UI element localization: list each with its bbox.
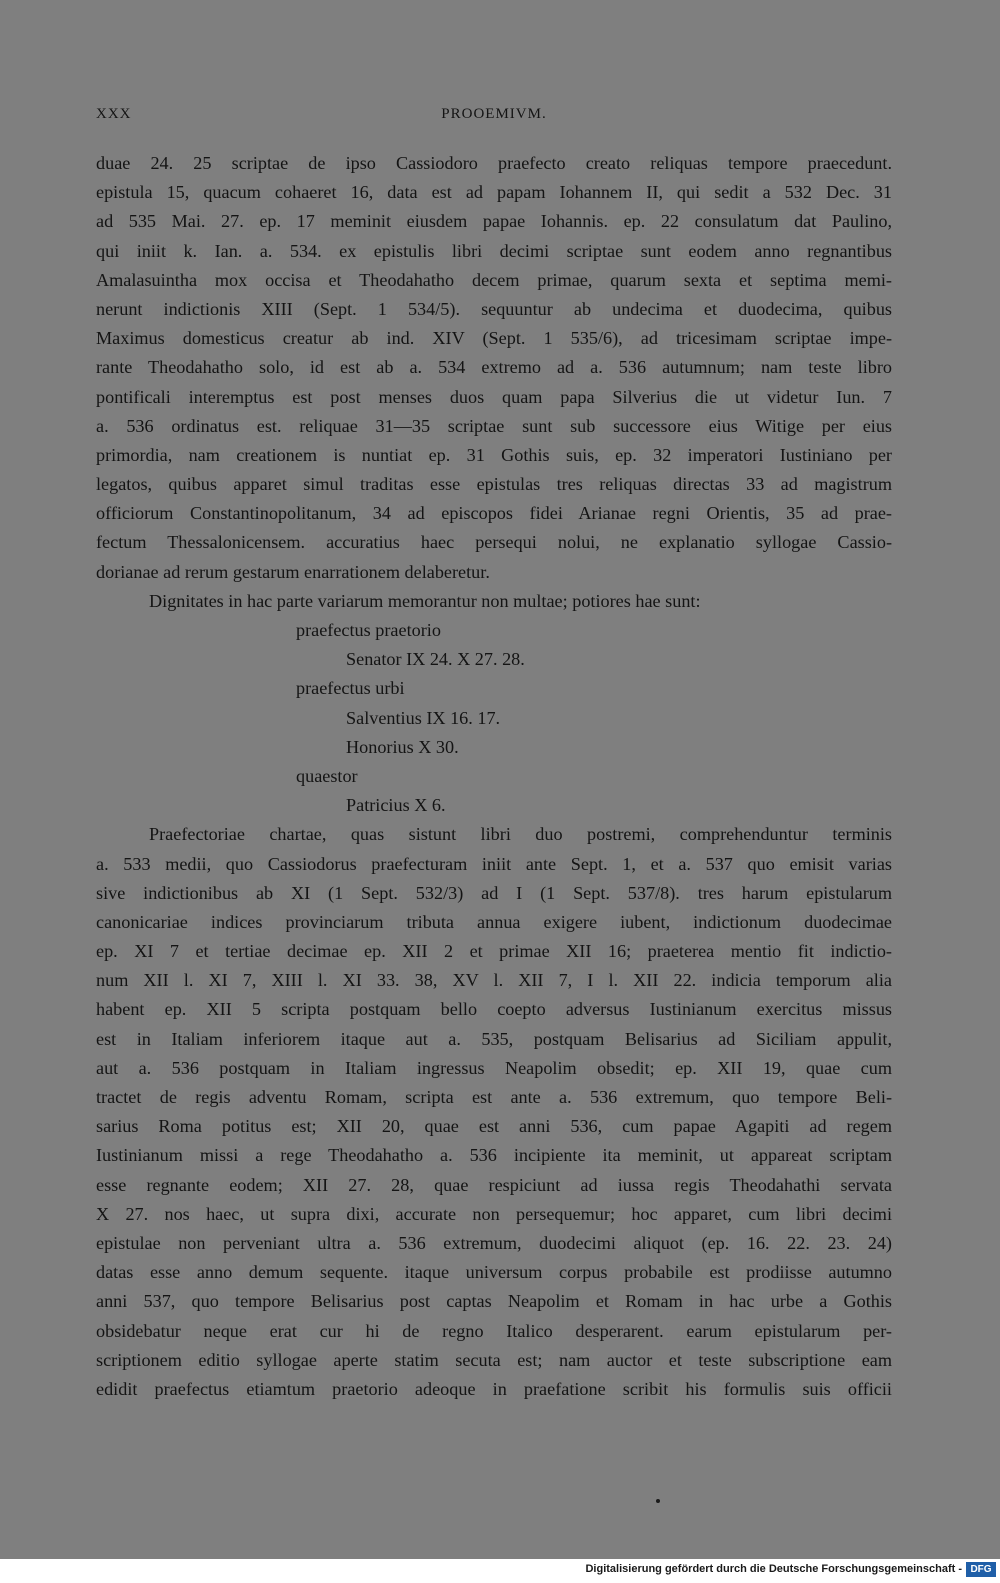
text-line: nerunt indictionis XIII (Sept. 1 534/5). sequuntur ab undecima et duodecima, quibus <box>96 298 892 319</box>
text-line: primordia, nam creationem is nuntiat ep. 31 Gothis suis, ep. 32 imperatori Iustiniano per <box>96 444 892 465</box>
dfg-logo: DFG <box>966 1562 996 1577</box>
text-line: sive indictionibus ab XI (1 Sept. 532/3) ad I (1 Sept. 537/8). tres harum epistularum <box>96 882 892 903</box>
text-line: datas esse anno demum sequente. itaque universum corpus probabile est prodiisse autumno <box>96 1262 892 1283</box>
running-title: PROOEMIVM. <box>441 106 547 122</box>
dignity-heading: quaestor <box>296 765 358 786</box>
text-line: epistulae non perveniant ultra a. 536 extremum, duodecimi aliquot (ep. 16. 22. 23. 24) <box>96 1232 892 1253</box>
text-line: a. 536 ordinatus est. reliquae 31—35 scriptae sunt sub successore eius Witige per eius <box>96 415 892 436</box>
text-line: duae 24. 25 scriptae de ipso Cassiodoro praefecto creato reliquas tempore praecedunt. <box>96 153 892 173</box>
text-line: ep. XI 7 et tertiae decimae ep. XII 2 et primae XII 16; praeterea mentio fit indictio- <box>96 941 892 962</box>
text-line: rante Theodahatho solo, id est ab a. 534 extremo ad a. 536 autumnum; nam teste libro <box>96 357 892 378</box>
text-line: sarius Roma potitus est; XII 20, quae est anni 536, cum papae Agapiti ad regem <box>96 1116 892 1137</box>
text-line: Amalasuintha mox occisa et Theodahatho decem primae, quarum sexta et septima memi- <box>96 269 892 290</box>
text-line: legatos, quibus apparet simul traditas esse epistulas tres reliquas directas 33 ad magistrum <box>96 474 892 495</box>
dignity-heading: praefectus praetorio <box>296 620 441 640</box>
body-text <box>96 149 892 1404</box>
dignity-entry: Salventius IX 16. 17. <box>346 707 501 728</box>
text-line: tractet de regis adventu Romam, scripta est ante a. 536 extremum, quo tempore Beli- <box>96 1087 892 1107</box>
text-line: qui iniit k. Ian. a. 534. ex epistulis libri decimi scriptae sunt eodem anno regnantibus <box>96 240 892 261</box>
text-line: esse regnante eodem; XII 27. 28, quae respiciunt ad iussa regis Theodahathi servata <box>96 1174 892 1195</box>
dignity-entry: Honorius X 30. <box>346 736 459 757</box>
text-line: dorianae ad rerum gestarum enarrationem delaberetur. <box>96 561 490 582</box>
text-line: anni 537, quo tempore Belisarius post captas Neapolim et Romam in hac urbe a Gothis <box>96 1291 892 1312</box>
dignity-heading: praefectus urbi <box>296 678 405 699</box>
digitization-footer <box>0 1559 1000 1583</box>
ink-dot <box>656 1499 660 1503</box>
text-line: X 27. nos haec, ut supra dixi, accurate non persequemur; hoc apparet, cum libri decimi <box>96 1203 892 1224</box>
text-line: est in Italiam inferiorem itaque aut a. 535, postquam Belisarius ad Siciliam appulit, <box>96 1028 892 1049</box>
funding-credit: Digitalisierung gefördert durch die Deutsche Forschungsgemeinschaft - <box>585 1563 962 1575</box>
text-line: Maximus domesticus creatur ab ind. XIV (Sept. 1 535/6), ad tricesimam scriptae impe- <box>96 328 892 349</box>
text-line: aut a. 536 postquam in Italiam ingressus Neapolim obsedit; ep. XII 19, quae cum <box>96 1057 892 1078</box>
text-line: officiorum Constantinopolitanum, 34 ad episcopos fidei Arianae regni Orientis, 35 ad prae- <box>96 503 892 524</box>
text-line: pontificali interemptus est post menses duos quam papa Silverius die ut videtur Iun. 7 <box>96 386 892 407</box>
text-line: a. 533 medii, quo Cassiodorus praefecturam iniit ante Sept. 1, et a. 537 quo emisit varias <box>96 853 892 874</box>
text-line: num XII l. XI 7, XIII l. XI 33. 38, XV l. XII 7, I l. XII 22. indicia temporum alia <box>96 970 892 991</box>
text-line: Dignitates in hac parte variarum memorantur non multae; potiores hae sunt: <box>149 590 701 611</box>
page-header <box>96 106 892 128</box>
text-line: ad 535 Mai. 27. ep. 17 meminit eiusdem papae Iohannis. ep. 22 consulatum dat Paulino, <box>96 211 892 232</box>
text-line: epistula 15, quacum cohaeret 16, data est ad papam Iohannem II, qui sedit a 532 Dec. 31 <box>96 182 892 203</box>
text-line: Praefectoriae chartae, quas sistunt libri duo postremi, comprehenduntur terminis <box>149 824 892 845</box>
text-line: fectum Thessalonicensem. accuratius haec persequi nolui, ne explanatio syllogae Cassio- <box>96 532 892 553</box>
text-line: scriptionem editio syllogae aperte statim secuta est; nam auctor et teste subscriptione eam <box>96 1349 892 1370</box>
text-line: Iustinianum missi a rege Theodahatho a. 536 incipiente ita meminit, ut appareat scriptam <box>96 1145 892 1166</box>
page-number: XXX <box>96 106 132 122</box>
dignity-entry: Patricius X 6. <box>346 795 446 816</box>
text-line: habent ep. XII 5 scripta postquam bello coepto adversus Iustinianum exercitus missus <box>96 999 892 1020</box>
text-line: obsidebatur neque erat cur hi de regno Italico desperarent. earum epistularum per- <box>96 1320 892 1341</box>
dignity-entry: Senator IX 24. X 27. 28. <box>346 649 525 670</box>
text-line: edidit praefectus etiamtum praetorio adeoque in praefatione scribit his formulis suis officii <box>96 1378 892 1399</box>
text-line: canonicariae indices provinciarum tributa annua exigere iubent, indictionum duodecimae <box>96 911 892 932</box>
